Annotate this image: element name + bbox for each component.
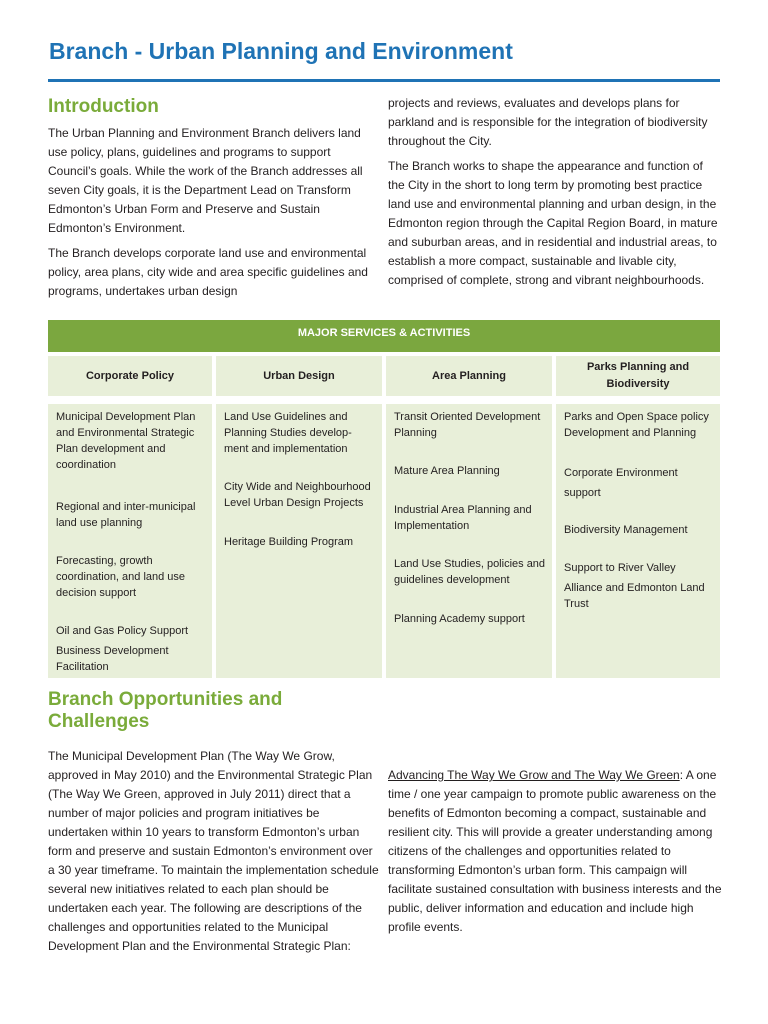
page-title: Branch - Urban Planning and Environment bbox=[49, 38, 513, 64]
introduction-paragraph-4: The Branch works to shape the appearance and function of the City in the short to long term by promoting best practice land use and environmental planning and urban design, in the Edmonton region through the Capital Region Board, in mature and suburban areas, and in residential and industrial areas, to establish a more compact, sustainable and livable city, comprised of complete, strong and vibrant neighbourhoods. bbox=[388, 159, 718, 287]
introduction-paragraph-1: The Urban Planning and Environment Branch delivers land use policy, plans, guidelines and programs to support Council’s goals. While the work of the Branch addresses all seven City goals, it is the Department Lead on Transform Edmonton’s Urban Form and Preserve and Sustain Edmonton’s Environment. bbox=[48, 126, 363, 235]
column-urban-design bbox=[216, 404, 382, 678]
list-item: City Wide and Neighbourhood Level Urban Design Projects bbox=[224, 481, 371, 509]
column-corporate-policy bbox=[48, 404, 212, 678]
list-item: Transit Oriented Development Planning bbox=[394, 411, 541, 439]
list-item: Heritage Building Program bbox=[224, 536, 354, 548]
opportunities-heading-line-1: Branch Opportunities and bbox=[48, 689, 283, 710]
opportunities-heading-line-2: Challenges bbox=[48, 711, 150, 732]
list-item: Municipal Development Plan and Environmental Strategic Plan development and coordination bbox=[56, 411, 196, 471]
campaign-description: : A one time / one year campaign to promote public awareness on the benefits of Edmonton becoming a compact, sustainable and resilient city. This will provide a greater understanding among citizens of the challenges and opportunities related to transforming Edmonton’s urban form. This campaign will facilitate sustained consultation with business interests and the public, deliver information and education and include high profile events. bbox=[388, 768, 722, 934]
column-header-urban-design: Urban Design bbox=[216, 356, 382, 396]
list-item: Corporate Environment support bbox=[564, 467, 678, 499]
list-item: Industrial Area Planning and Implementation bbox=[394, 504, 532, 532]
column-header-area-planning: Area Planning bbox=[386, 356, 552, 396]
list-item: Forecasting, growth coordination, and land use decision support bbox=[56, 555, 186, 599]
introduction-heading: Introduction bbox=[48, 96, 159, 117]
opportunities-paragraph-2 bbox=[388, 766, 722, 937]
services-table-title: MAJOR SERVICES & ACTIVITIES bbox=[48, 320, 720, 352]
introduction-paragraph-3: projects and reviews, evaluates and develops plans for parkland and is responsible for the integration of biodiversity throughout the City. bbox=[388, 96, 708, 148]
column-header-parks-planning: Parks Planning and Biodiversity bbox=[556, 356, 720, 396]
list-item: Land Use Guidelines and Planning Studies develop-ment and implementation bbox=[224, 411, 352, 455]
list-item: Parks and Open Space policy Development and Planning bbox=[564, 411, 709, 439]
column-area-planning bbox=[386, 404, 552, 678]
services-table bbox=[48, 320, 720, 678]
campaign-title: Advancing The Way We Grow and The Way We Green bbox=[388, 768, 680, 782]
list-item: Regional and inter-municipal land use planning bbox=[56, 501, 196, 529]
opportunities-heading bbox=[48, 689, 282, 733]
list-item: Biodiversity Management bbox=[564, 524, 688, 536]
title-rule bbox=[48, 79, 720, 82]
list-item: Land Use Studies, policies and guidelines development bbox=[394, 558, 546, 586]
list-item: Alliance and Edmonton Land Trust bbox=[564, 582, 705, 610]
list-item: Mature Area Planning bbox=[394, 465, 500, 477]
list-item: Business Development Facilitation bbox=[56, 645, 169, 673]
column-parks-planning bbox=[556, 404, 720, 678]
opportunities-paragraph-1: The Municipal Development Plan (The Way We Grow, approved in May 2010) and the Environmental Strategic Plan (The Way We Green, approved in July 2011) direct that a number of major policies and program initiatives be undertaken within 10 years to transform Edmonton’s urban form and preserve and sustain Edmonton’s environment over a 30 year timeframe. To maintain the implementation schedule several new initiatives related to each plan should be undertaken each year. The following are descriptions of the challenges and opportunities related to the Municipal Development Plan and the Environmental Strategic Plan: bbox=[48, 749, 379, 953]
list-item: Planning Academy support bbox=[394, 613, 525, 625]
introduction-paragraph-2: The Branch develops corporate land use and environmental policy, area plans, city wide and area specific guidelines and programs, undertakes urban design bbox=[48, 246, 368, 298]
column-header-corporate-policy: Corporate Policy bbox=[48, 356, 212, 396]
list-item: Support to River Valley bbox=[564, 562, 676, 574]
list-item: Oil and Gas Policy Support bbox=[56, 625, 189, 637]
